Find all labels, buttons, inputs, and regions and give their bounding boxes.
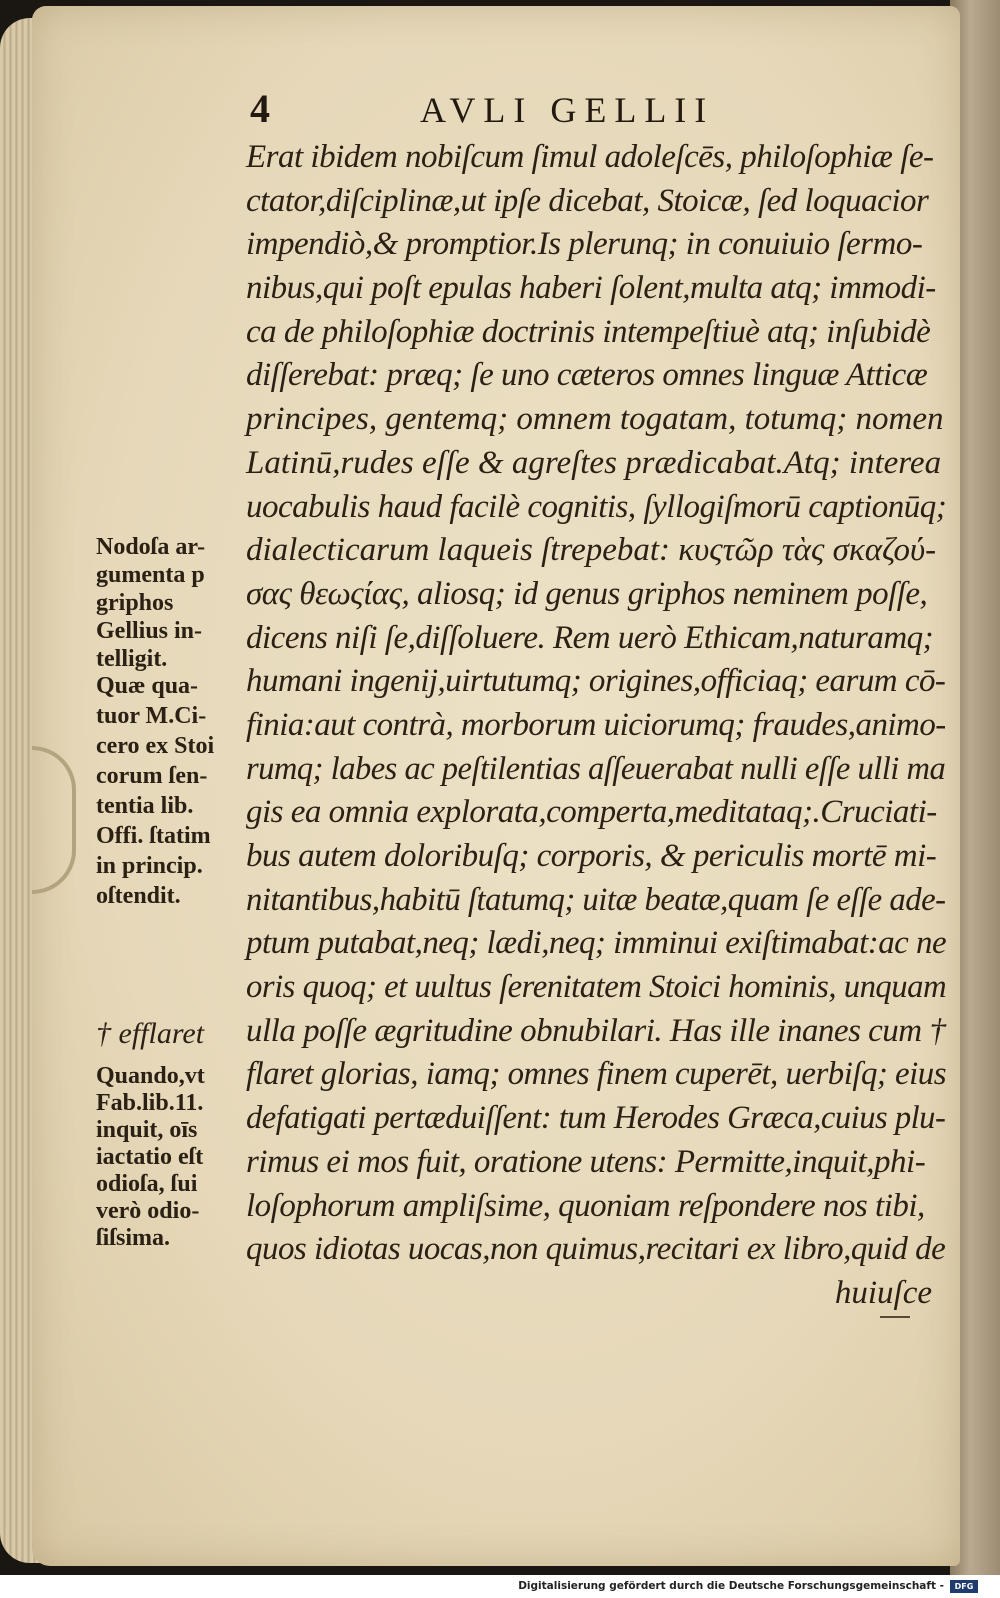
text-line: ctator,diſciplinæ,ut ipſe dicebat, Stoicæ, ſed loquacior [246, 182, 929, 219]
marginal-note-line: griphos [96, 590, 174, 616]
marginal-note [96, 1063, 205, 1252]
digitization-footer [0, 1575, 1000, 1598]
marginal-note-line: tuor M.Ci- [96, 703, 207, 729]
marginal-note-line: oſtendit. [96, 883, 181, 909]
text-line: flaret glorias, iamq; omnes finem cuperēt, uerbiſq; eius [246, 1056, 946, 1093]
marginal-note-line: in princip. [96, 853, 203, 879]
marginal-note [96, 533, 205, 673]
text-line: rimus ei mos fuit, oratione utens: Permitte,inquit,phi- [246, 1143, 926, 1180]
marginal-note [96, 1017, 204, 1051]
text-line: σας θεωςίας, aliosq; id genus griphos neminem poſſe, [246, 575, 928, 612]
marginal-note-line: corum ſen- [96, 763, 208, 789]
text-line: nibus,qui poſt epulas haberi ſolent,multa atq; immodi- [246, 270, 936, 307]
page-header [250, 86, 810, 136]
text-line: defatigati pertæduiſſent: tum Herodes Græca,cuius plu- [246, 1100, 946, 1137]
marginal-note [96, 671, 214, 911]
binding-clasp [32, 746, 76, 894]
text-line: bus autem doloribuſq; corporis, & periculis mortē mi- [246, 838, 937, 874]
running-head: AVLI GELLII [420, 90, 715, 130]
text-line: nitantibus,habitū ſtatumq; uitæ beatæ,quam ſe eſſe ade- [246, 881, 946, 918]
marginal-note-line: telligit. [96, 646, 168, 672]
text-line: ca de philoſophiæ doctrinis intempeſtiuè atq; inſubidè [246, 313, 931, 350]
body-text [246, 136, 946, 1316]
marginal-note-line: Quæ qua- [96, 673, 199, 699]
marginal-note-line: verò odio- [96, 1198, 200, 1224]
text-line: rumq; labes ac peſtilentias aſſeuerabat nulli eſſe ulli ma [246, 750, 946, 787]
catchword-underline [880, 1316, 910, 1318]
marginal-note-line: tentia lib. [96, 793, 194, 819]
marginal-note-line: Quando,vt [96, 1063, 205, 1089]
marginal-note-line: † efflaret [96, 1017, 205, 1050]
text-line: ptum putabat,neq; lædi,neq; imminui exiſtimabat:ac ne [246, 925, 947, 962]
page-number: 4 [250, 86, 270, 131]
marginal-note-line: iactatio eſt [96, 1144, 204, 1170]
marginal-note-line: odioſa, ſui [96, 1171, 198, 1197]
marginal-note-line: gumenta p [96, 562, 205, 588]
text-line: Erat ibidem nobiſcum ſimul adoleſcēs, philoſophiæ ſe- [246, 139, 934, 175]
text-line: uocabulis haud facilè cognitis, ſyllogiſmorū captionūq; [246, 488, 947, 525]
dfg-logo: DFG [950, 1580, 978, 1593]
marginal-note-line: ſiſsima. [96, 1225, 171, 1251]
marginal-note-line: cero ex Stoi [96, 733, 215, 759]
text-line: dicens niſi ſe,diſſoluere. Rem uerò Ethicam,naturamq; [246, 619, 934, 656]
text-line: ulla poſſe ægritudine obnubilari. Has ille inanes cum † [246, 1012, 946, 1049]
text-line: finia:aut contrà, morborum uiciorumq; fraudes,animo- [246, 706, 946, 743]
marginal-note-line: Offi. ſtatim [96, 823, 211, 849]
marginal-note-line: Fab.lib.11. [96, 1090, 204, 1116]
marginal-note-line: inquit, oīs [96, 1117, 198, 1143]
text-line: humani ingenij,uirtutumq; origines,officiaq; earum cō- [246, 663, 946, 700]
text-line: diſſerebat: præq; ſe uno cæteros omnes linguæ Atticæ [246, 357, 928, 394]
text-line: impendiò,& promptior.Is plerunq; in conuiuio ſermo- [246, 226, 923, 263]
text-line: oris quoq; et uultus ſerenitatem Stoici hominis, unquam [246, 969, 947, 1006]
text-line: gis ea omnia explorata,comperta,meditataq;.Cruciati- [246, 794, 937, 831]
catchword: huiuſce [834, 1274, 932, 1311]
text-line: dialecticarum laqueis ſtrepebat: κυςτῶρ τὰς σκαζού- [246, 532, 937, 569]
marginal-note-line: Gellius in- [96, 618, 203, 644]
marginal-note-line: Nodoſa ar- [96, 534, 206, 560]
text-line: Latinū,rudes eſſe & agreſtes prædicabat.Atq; interea [246, 444, 942, 481]
text-line: quos idiotas uocas,non quimus,recitari ex libro,quid de [246, 1231, 946, 1268]
text-line: principes, gentemq; omnem togatam, totumq; nomen [246, 401, 944, 438]
text-line: loſophorum ampliſsime, quoniam reſpondere nos tibi, [246, 1187, 925, 1224]
footer-credit: Digitalisierung gefördert durch die Deutsche Forschungsgemeinschaft - [518, 1580, 944, 1592]
